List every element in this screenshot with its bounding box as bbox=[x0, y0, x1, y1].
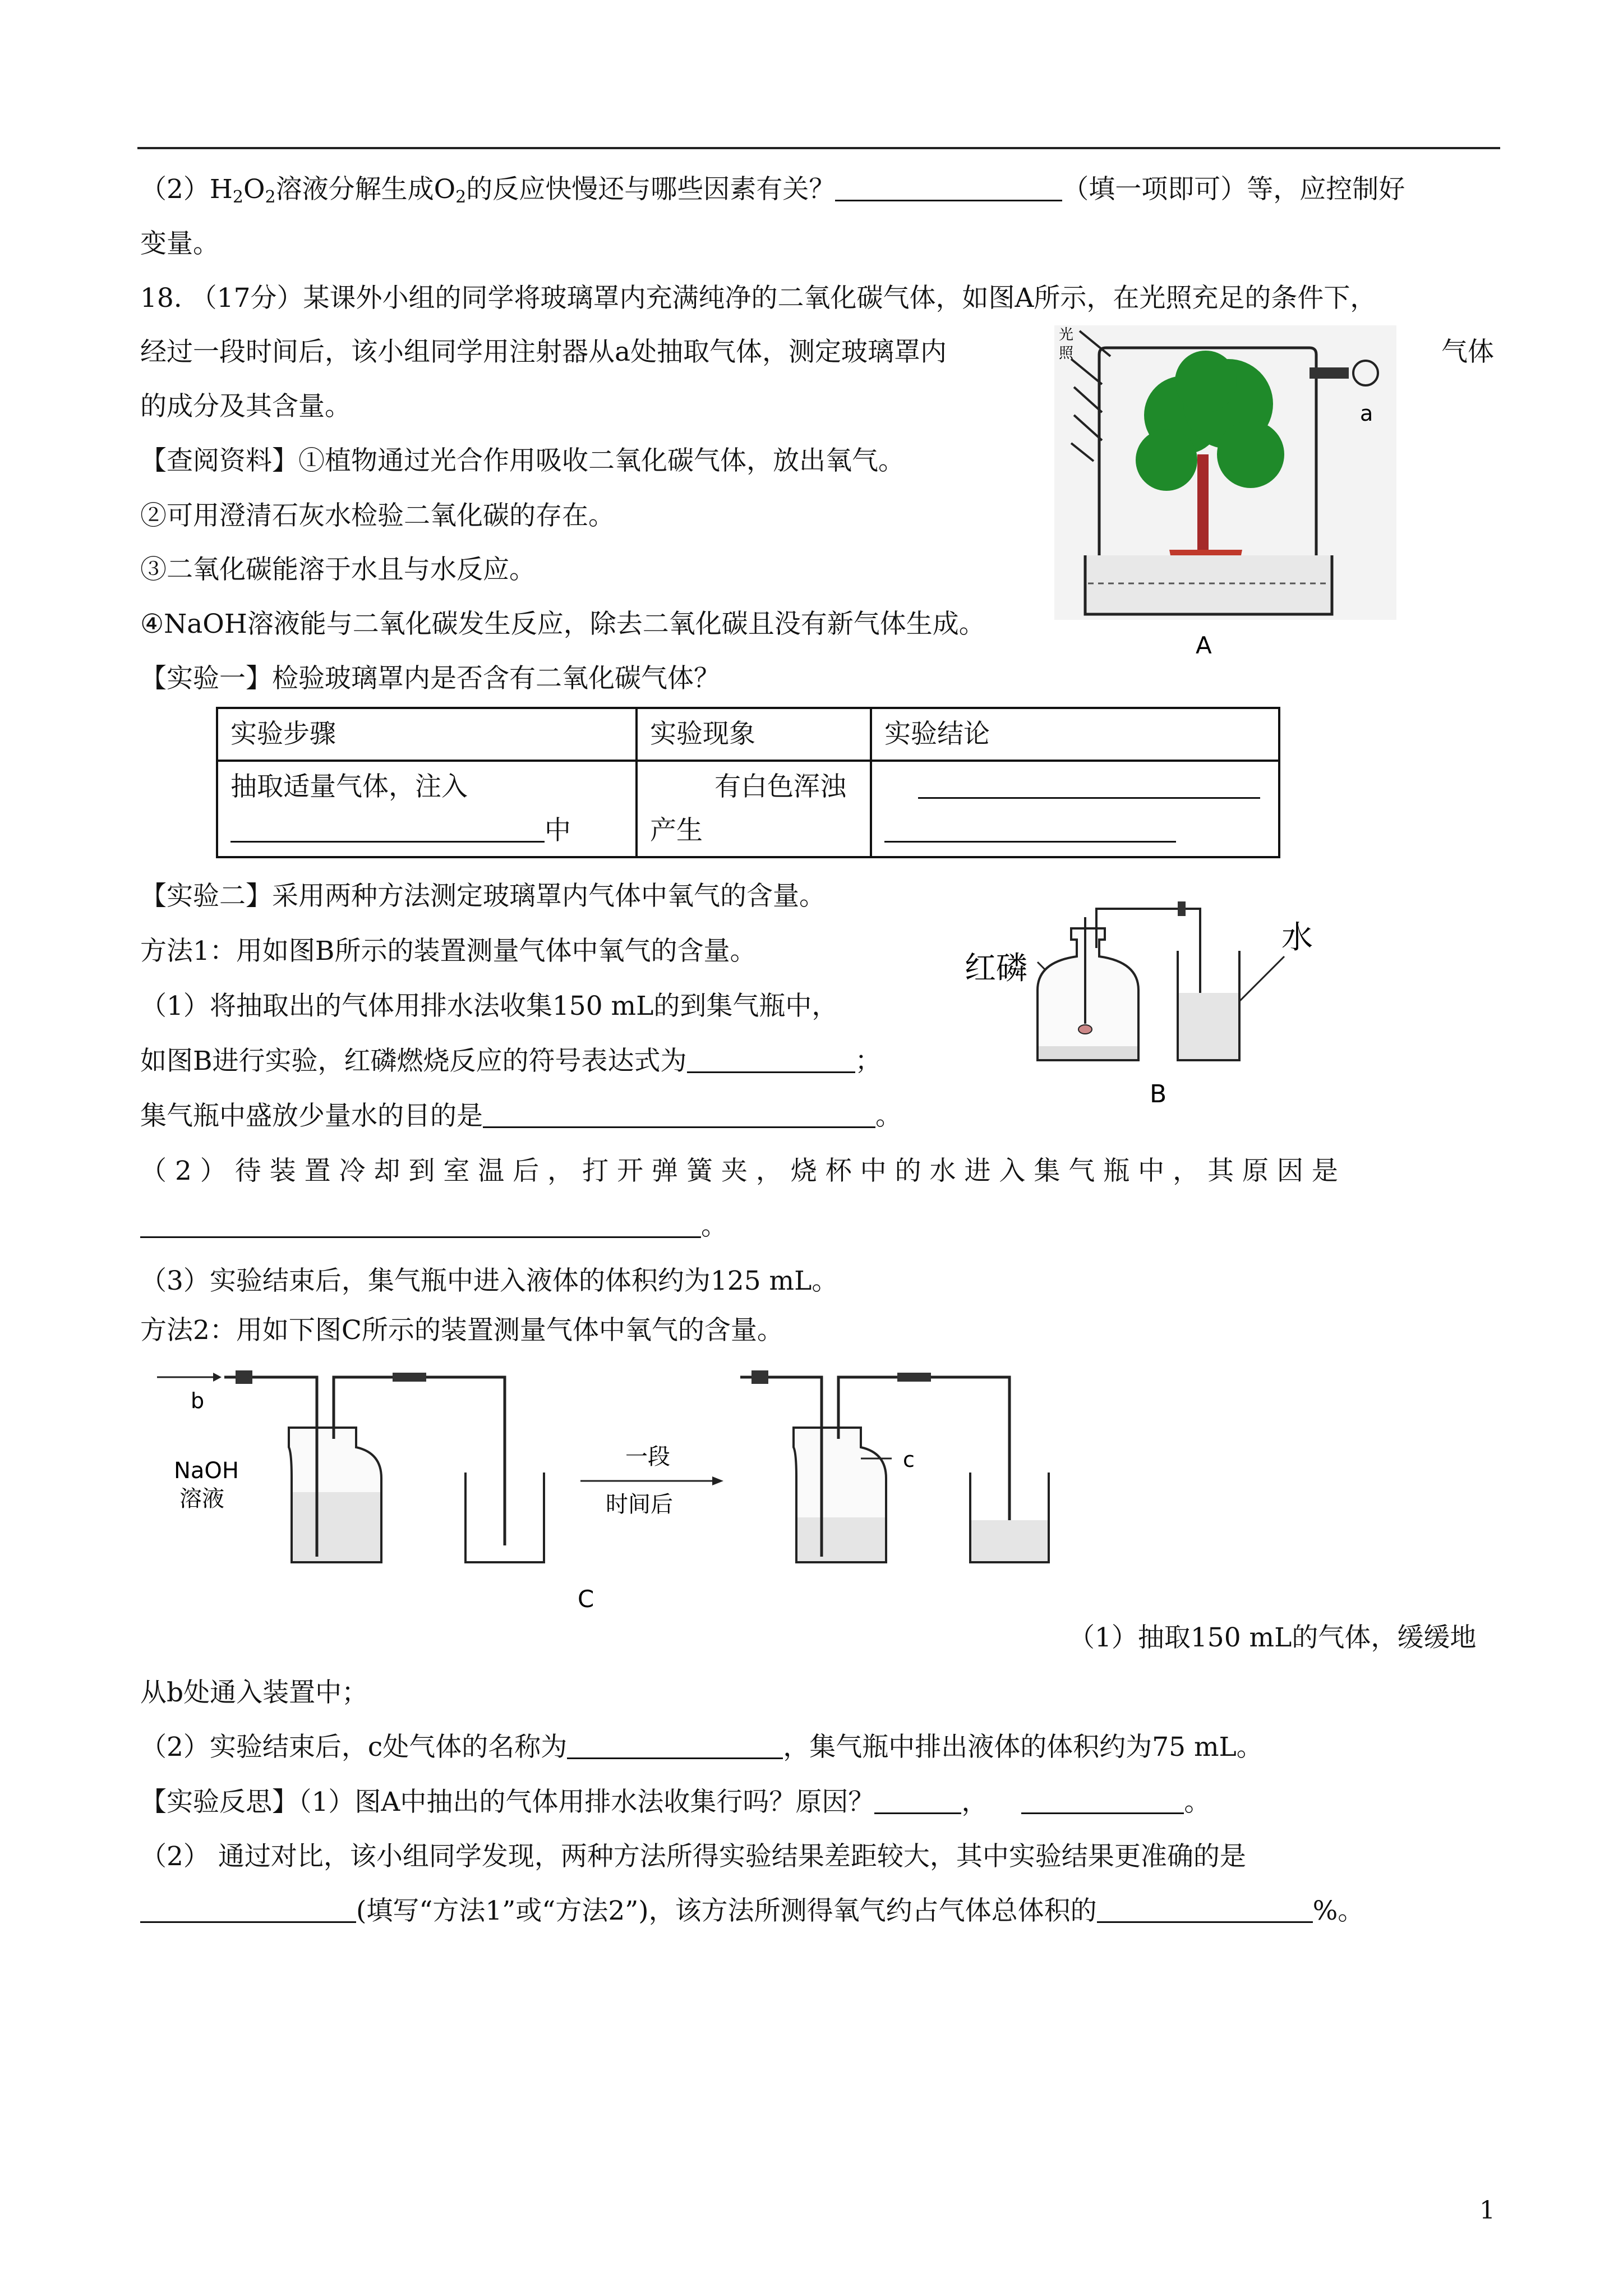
experiment-1-table bbox=[216, 707, 1280, 858]
reflection-1: 【实验反思】（1）图A中抽出的气体用排水法收集行吗？原因？ ， 。 bbox=[140, 1787, 1211, 1818]
q18-line1: 18. （17分）某课外小组的同学将玻璃罩内充满纯净的二氧化碳气体，如图A所示，在光照充足的条件下， bbox=[140, 283, 1377, 314]
answer-blank[interactable] bbox=[687, 1047, 855, 1073]
arrow-label-2: 时间后 bbox=[606, 1492, 673, 1517]
phosphorus-spoon bbox=[1078, 1025, 1092, 1034]
table-header-cell: 实验现象 bbox=[637, 708, 871, 761]
method-2-step1: （1）抽取150 mL的气体，缓缓地 bbox=[1068, 1622, 1477, 1653]
method-2-title: 方法2：用如下图C所示的装置测量气体中氧气的含量。 bbox=[140, 1315, 783, 1346]
figure-a-label: A bbox=[1196, 632, 1212, 659]
figure-a bbox=[1054, 314, 1402, 662]
reference-4: ④NaOH溶液能与二氧化碳发生反应，除去二氧化碳且没有新气体生成。 bbox=[140, 609, 985, 639]
table-cell-step: 抽取适量气体，注入 中 bbox=[217, 761, 637, 857]
answer-blank[interactable] bbox=[140, 1897, 356, 1923]
method-1-step2-line2: 。 bbox=[140, 1209, 727, 1243]
gas-bottle bbox=[1038, 928, 1138, 1060]
red-phosphorus-label: 红磷 bbox=[965, 950, 1027, 987]
experiment-1-title: 【实验一】检验玻璃罩内是否含有二氧化碳气体？ bbox=[140, 663, 720, 694]
method-2-step1-line2: 从b处通入装置中； bbox=[140, 1677, 368, 1708]
method-1-title: 方法1：用如图B所示的装置测量气体中氧气的含量。 bbox=[140, 936, 757, 967]
water-trough bbox=[1085, 555, 1332, 614]
answer-blank[interactable] bbox=[1097, 1897, 1313, 1923]
q18-line2b: 气体 bbox=[1441, 337, 1494, 367]
answer-blank[interactable] bbox=[884, 816, 1176, 843]
answer-blank[interactable] bbox=[567, 1733, 783, 1759]
table-row bbox=[217, 761, 1279, 857]
method-2-step2: （2）实验结束后，c处气体的名称为 ，集气瓶中排出液体的体积约为75 mL。 bbox=[140, 1732, 1263, 1763]
inlet-b-label: b bbox=[191, 1388, 205, 1413]
answer-blank[interactable] bbox=[918, 772, 1260, 799]
header-rule bbox=[137, 147, 1500, 149]
figure-c-label: C bbox=[578, 1585, 594, 1613]
reflection-2: （2） 通过对比，该小组同学发现，两种方法所得实验结果差距较大，其中实验结果更准确的是 bbox=[140, 1841, 1246, 1872]
q17-part2-line2: 变量。 bbox=[140, 228, 219, 259]
reference-2: ②可用澄清石灰水检验二氧化碳的存在。 bbox=[140, 500, 615, 531]
experiment-2-title: 【实验二】采用两种方法测定玻璃罩内气体中氧气的含量。 bbox=[140, 881, 826, 912]
method-1-step2: （ 2 ） 待 装 置 冷 却 到 室 温 后 ， 打 开 弹 簧 夹 ， 烧 杯 中 的 水 进 入 集 气 瓶 中 ， 其 原 因 是 bbox=[140, 1156, 1338, 1186]
arrow-label-1: 一段 bbox=[625, 1444, 670, 1470]
table-cell-conclusion bbox=[871, 761, 1279, 857]
figure-b bbox=[953, 895, 1346, 1119]
answer-blank[interactable] bbox=[230, 816, 545, 843]
naoh-label: NaOH bbox=[174, 1458, 239, 1484]
answer-blank[interactable] bbox=[483, 1102, 875, 1128]
q18-line2a: 经过一段时间后，该小组同学用注射器从a处抽取气体，测定玻璃罩内 bbox=[140, 337, 947, 367]
answer-blank[interactable] bbox=[874, 1788, 961, 1814]
port-a-label: a bbox=[1360, 401, 1373, 426]
water-label: 水 bbox=[1281, 919, 1313, 956]
table-header-cell: 实验步骤 bbox=[217, 708, 637, 761]
figure-c bbox=[151, 1355, 1060, 1613]
answer-blank[interactable] bbox=[140, 1212, 701, 1238]
reference-3: ③二氧化碳能溶于水且与水反应。 bbox=[140, 554, 536, 585]
method-1-step1: （1）将抽取出的气体用排水法收集150 mL的到集气瓶中， bbox=[140, 991, 838, 1022]
solution-label: 溶液 bbox=[179, 1486, 224, 1512]
gas-c-label: c bbox=[903, 1447, 915, 1472]
answer-blank[interactable] bbox=[1021, 1788, 1184, 1814]
clip-icon[interactable] bbox=[751, 1370, 768, 1384]
reference-1: 【查阅资料】①植物通过光合作用吸收二氧化碳气体，放出氧气。 bbox=[140, 445, 905, 476]
q18-line3: 的成分及其含量。 bbox=[140, 391, 351, 422]
method-1-step3: （3）实验结束后，集气瓶中进入液体的体积约为125 mL。 bbox=[140, 1266, 838, 1296]
method-1-step1-line3: 集气瓶中盛放少量水的目的是 。 bbox=[140, 1101, 902, 1131]
q17-part2-line1: $(2)H_2O_2$溶液分解生成$O_2$的反应快慢还与哪些因素有关？ （填一项即可）等，应控制好 bbox=[140, 174, 1405, 207]
table-header-row bbox=[217, 708, 1279, 761]
table-header-cell: 实验结论 bbox=[871, 708, 1279, 761]
page-number: 1 bbox=[1479, 2196, 1495, 2225]
spring-clip[interactable] bbox=[1178, 901, 1186, 916]
light-label-1: 光 bbox=[1059, 326, 1074, 343]
light-label-2: 照 bbox=[1059, 345, 1074, 362]
method-1-step1-line2: 如图B进行实验，红磷燃烧反应的符号表达式为 ； bbox=[140, 1046, 882, 1076]
clip-icon[interactable] bbox=[236, 1370, 252, 1384]
answer-blank[interactable] bbox=[835, 175, 1062, 201]
figure-b-label: B bbox=[1150, 1080, 1167, 1108]
table-cell-phenomenon: 有白色浑浊 产生 bbox=[637, 761, 871, 857]
valve-a[interactable] bbox=[1310, 367, 1349, 379]
reflection-2-line2: (填写“方法1”或“方法2”)，该方法所测得氧气约占气体总体积的 %。 bbox=[140, 1894, 1364, 1928]
